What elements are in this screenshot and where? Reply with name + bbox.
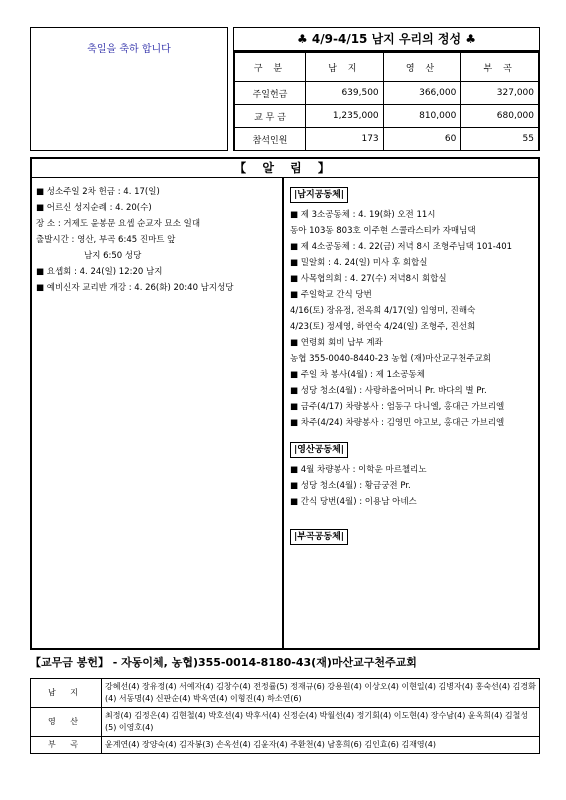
table-row bbox=[235, 128, 539, 151]
namji-item: ■ 제 4소공동체 : 4. 22(금) 저녁 8시 조형주님댁 101-401 bbox=[290, 242, 513, 252]
yeongsan-item: ■ 간식 당번(4월) : 이용남 아네스 bbox=[290, 497, 417, 507]
congrats-message: 축일을 축하 합니다 bbox=[87, 44, 171, 55]
notice-item: ■ 예비신자 교리반 개강 : 4. 26(화) 20:40 남지성당 bbox=[36, 283, 234, 293]
cell: 680,000 bbox=[461, 105, 539, 128]
table-row bbox=[235, 105, 539, 128]
row-label: 교 무 금 bbox=[235, 105, 306, 128]
notice-item: 남지 6:50 성당 bbox=[84, 251, 142, 261]
namji-item: ■ 밀알회 : 4. 24(일) 미사 후 회합실 bbox=[290, 258, 428, 268]
donor-names: 강혜선(4) 장유정(4) 서예자(4) 김창수(4) 전정률(5) 정재규(6) 강용원(4) 이상오(4) 이현일(4) 김병자(4) 홍숙선(4) 김경화(4) 서동명(4) 신판순(4) 박옥연(4) 이형진(4) 하소연(6) bbox=[102, 679, 540, 708]
table-row bbox=[31, 679, 540, 708]
notice-item: ■ 요셉회 : 4. 24(일) 12:20 남지 bbox=[36, 267, 163, 277]
cell: 60 bbox=[383, 128, 461, 151]
namji-item: 농협 355-0040-8440-23 농협 (재)마산교구천주교회 bbox=[290, 354, 491, 364]
donor-row-label: 영 산 bbox=[31, 708, 102, 737]
notice-item: 장 소 : 거제도 윤봉문 요셉 순교자 묘소 일대 bbox=[36, 219, 201, 229]
donors-table bbox=[30, 678, 540, 754]
namji-section-title: |남지공동체| bbox=[290, 187, 348, 203]
yeongsan-item: ■ 성당 청소(4월) : 황금궁전 Pr. bbox=[290, 481, 411, 491]
namji-item: ■ 연령회 회비 납부 계좌 bbox=[290, 338, 383, 348]
cell: 810,000 bbox=[383, 105, 461, 128]
table-row bbox=[31, 737, 540, 754]
notice-right-column bbox=[286, 178, 538, 648]
offering-table bbox=[234, 52, 539, 151]
congrats-box bbox=[30, 27, 228, 151]
namji-item: ■ 금주(4/17) 차량봉사 : 엄동구 다니엘, 홍대근 가브리엘 bbox=[290, 402, 505, 412]
offering-box bbox=[233, 27, 540, 151]
namji-item: 동아 103동 803호 이주현 스콜라스티카 자매님댁 bbox=[290, 226, 476, 236]
namji-item: 4/16(토) 장유정, 전옥희 4/17(일) 임영미, 진해숙 bbox=[290, 306, 476, 316]
cell: 1,235,000 bbox=[306, 105, 384, 128]
namji-item: 4/23(토) 정세영, 하연숙 4/24(일) 조형주, 진선희 bbox=[290, 322, 476, 332]
donor-names: 윤계연(4) 장양숙(4) 김자봉(3) 손옥선(4) 김윤자(4) 주환천(4) 남홍희(6) 김인효(6) 김재영(4) bbox=[102, 737, 540, 754]
notice-box bbox=[30, 157, 540, 650]
row-label: 참석인원 bbox=[235, 128, 306, 151]
cell: 55 bbox=[461, 128, 539, 151]
donor-row-label: 부 곡 bbox=[31, 737, 102, 754]
notice-item: ■ 성소주일 2차 헌금 : 4. 17(일) bbox=[36, 187, 160, 197]
donors-box bbox=[30, 678, 540, 754]
notice-header: 【 알 림 】 bbox=[32, 159, 538, 178]
namji-item: ■ 사목협의회 : 4. 27(수) 저녁8시 회합실 bbox=[290, 274, 447, 284]
bugok-section-title: |부곡공동체| bbox=[290, 529, 348, 545]
cell: 366,000 bbox=[383, 82, 461, 105]
cell: 639,500 bbox=[306, 82, 384, 105]
table-row bbox=[235, 82, 539, 105]
namji-item: ■ 제 3소공동체 : 4. 19(화) 오전 11시 bbox=[290, 210, 436, 220]
offering-header-row bbox=[235, 53, 539, 82]
header-cell: 남 지 bbox=[306, 53, 384, 82]
table-row bbox=[31, 708, 540, 737]
yeongsan-item: ■ 4월 차량봉사 : 이학운 마르첼리노 bbox=[290, 465, 427, 475]
namji-item: ■ 차주(4/24) 차량봉사 : 김영민 야고보, 홍대근 가브리엘 bbox=[290, 418, 505, 428]
header-cell: 부 곡 bbox=[461, 53, 539, 82]
cell: 173 bbox=[306, 128, 384, 151]
notice-left-column bbox=[32, 178, 284, 648]
notice-item: 출발시간 : 영산, 부곡 6:45 진마트 앞 bbox=[36, 235, 176, 245]
header-cell: 구 분 bbox=[235, 53, 306, 82]
offering-title: ♣ 4/9-4/15 남지 우리의 정성 ♣ bbox=[234, 28, 539, 52]
donor-names: 최정(4) 김정은(4) 김현철(4) 박호선(4) 박후서(4) 신정순(4) 박월선(4) 정기회(4) 이도현(4) 장수남(4) 윤옥희(4) 김철성(5) 이영호(4) bbox=[102, 708, 540, 737]
header-cell: 영 산 bbox=[383, 53, 461, 82]
bank-account-line: 【교무금 봉헌】 - 자동이체, 농협)355-0014-8180-43(재)마산교구천주교회 bbox=[30, 656, 417, 669]
row-label: 주일헌금 bbox=[235, 82, 306, 105]
yeongsan-section-title: |영산공동체| bbox=[290, 442, 348, 458]
namji-item: ■ 주일학교 간식 당번 bbox=[290, 290, 372, 300]
namji-item: ■ 성당 청소(4월) : 사랑하올어머니 Pr. 바다의 별 Pr. bbox=[290, 386, 487, 396]
notice-item: ■ 어르신 성지순례 : 4. 20(수) bbox=[36, 203, 152, 213]
namji-item: ■ 주일 차 봉사(4월) : 제 1소공동체 bbox=[290, 370, 425, 380]
cell: 327,000 bbox=[461, 82, 539, 105]
donor-row-label: 남 지 bbox=[31, 679, 102, 708]
